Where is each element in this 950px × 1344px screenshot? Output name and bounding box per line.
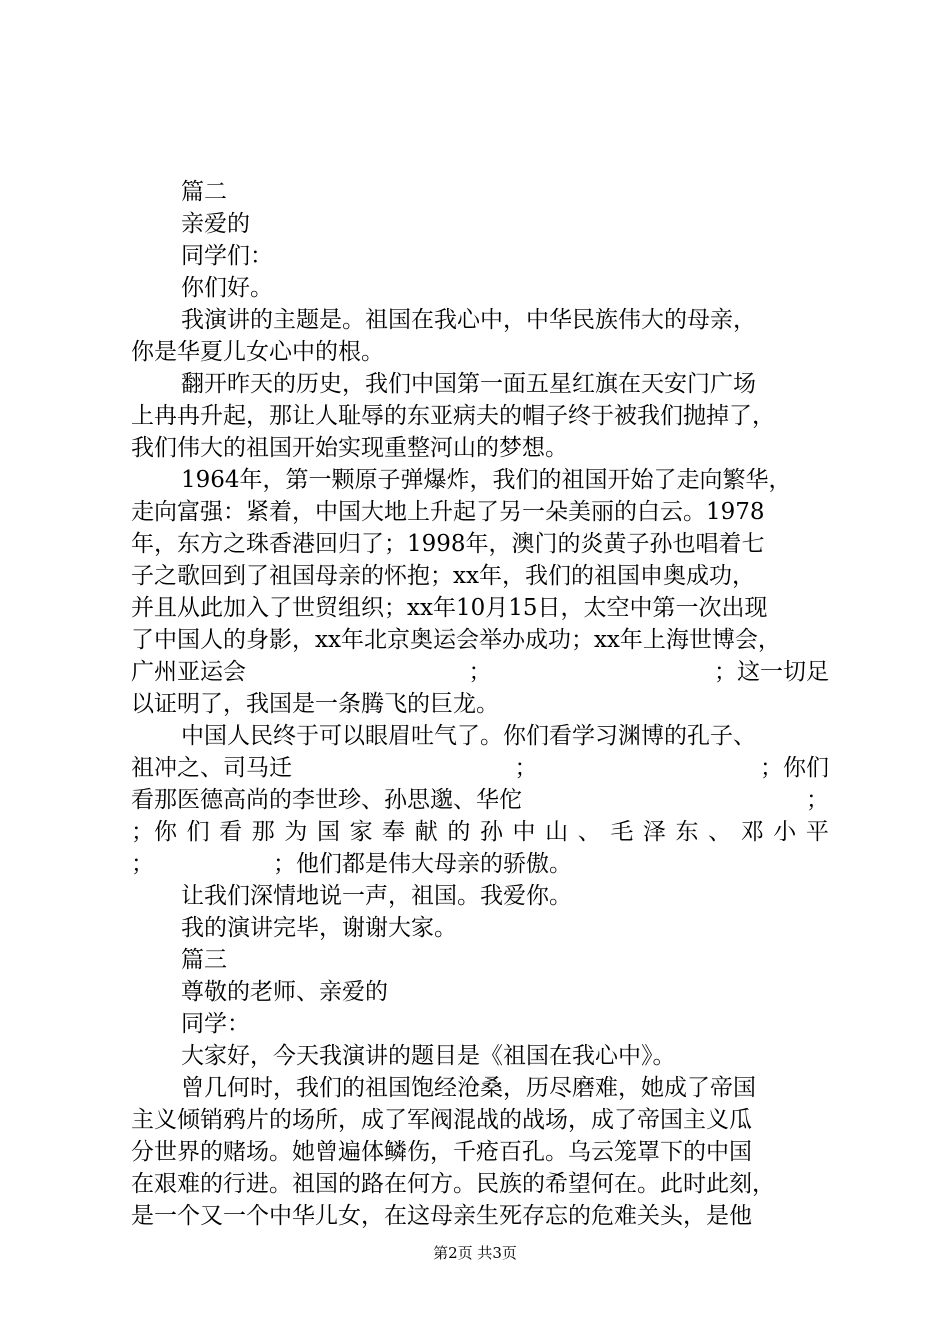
paragraph-line: 了中国人的身影，xx年北京奥运会举办成功；xx年上海世博会，: [131, 627, 781, 653]
paragraph-line: [131, 657, 829, 687]
paragraph-line: 翻开昨天的历史，我们中国第一面五星红旗在天安门广场: [181, 371, 756, 397]
text-segment: ；: [806, 787, 829, 813]
text-segment: 毛: [610, 819, 634, 845]
text-segment: 东: [675, 819, 699, 845]
paragraph-line: 以证明了，我国是一条腾飞的巨龙。: [131, 691, 499, 717]
text-segment: 小: [773, 819, 797, 845]
paragraph-line: 我演讲的主题是。祖国在我心中，中华民族伟大的母亲，: [181, 307, 756, 333]
paragraph-line: 我的演讲完毕，谢谢大家。: [181, 915, 457, 941]
paragraph-line: 1964年，第一颗原子弹爆炸，我们的祖国开始了走向繁华，: [181, 467, 792, 493]
text-segment: 献: [414, 819, 438, 845]
paragraph-line: 年，东方之珠香港回归了；1998年，澳门的炎黄子孙也唱着七: [131, 531, 765, 557]
text-segment: 、: [577, 819, 601, 845]
paragraph-line: [131, 849, 691, 879]
paragraph-line: 在艰难的行进。祖国的路在何方。民族的希望何在。此时此刻，: [131, 1171, 775, 1197]
text-segment: 看: [219, 819, 243, 845]
section-heading: 篇三: [181, 947, 227, 973]
text-segment: 为: [284, 819, 308, 845]
text-segment: 的: [447, 819, 471, 845]
text-segment: 祖冲之、司马迁: [131, 755, 292, 781]
paragraph-line: [131, 785, 829, 815]
text-segment: 山: [545, 819, 569, 845]
text-segment: ；他们都是伟大母亲的骄傲。: [273, 851, 572, 877]
text-segment: ；: [468, 659, 492, 685]
text-segment: ；这一切足: [714, 659, 829, 685]
text-segment: 国: [316, 819, 340, 845]
paragraph-line: 主义倾销鸦片的场所，成了军阀混战的战场，成了帝国主义瓜: [131, 1107, 752, 1133]
text-segment: 、: [708, 819, 732, 845]
paragraph-line: 子之歌回到了祖国母亲的怀抱；xx年，我们的祖国申奥成功，: [131, 563, 755, 589]
paragraph-line: 曾几何时，我们的祖国饱经沧桑，历尽磨难，她成了帝国: [181, 1075, 756, 1101]
salutation-line: 尊敬的老师、亲爱的: [181, 979, 388, 1005]
text-segment: 奉: [382, 819, 406, 845]
text-segment: 那: [251, 819, 275, 845]
paragraph-line: 走向富强：紧着，中国大地上升起了另一朵美丽的白云。1978: [131, 499, 765, 525]
paragraph-line: 中国人民终于可以眼眉吐气了。你们看学习渊博的孔子、: [181, 723, 756, 749]
salutation-line: 亲爱的: [181, 211, 250, 237]
section-heading: 篇二: [181, 179, 227, 205]
text-segment: 泽: [642, 819, 666, 845]
paragraph-line: 我们伟大的祖国开始实现重整河山的梦想。: [131, 435, 568, 461]
paragraph-line: 是一个又一个中华儿女，在这母亲生死存忘的危难关头，是他: [131, 1203, 752, 1229]
text-segment: 平: [805, 819, 829, 845]
paragraph-line: 并且从此加入了世贸组织；xx年10月15日，太空中第一次出现: [131, 595, 768, 621]
salutation-line: 同学们：: [181, 243, 273, 269]
text-segment: 邓: [740, 819, 764, 845]
page-footer: 第2页 共3页: [433, 1244, 517, 1262]
greeting-line: 你们好。: [181, 275, 273, 301]
greeting-line: 大家好，今天我演讲的题目是《祖国在我心中》。: [181, 1043, 676, 1069]
paragraph-line: [131, 753, 829, 783]
text-segment: 看那医德高尚的李世珍、孙思邈、华佗: [131, 787, 522, 813]
paragraph-line: [131, 817, 829, 847]
text-segment: 家: [349, 819, 373, 845]
text-segment: 广州亚运会: [131, 659, 246, 685]
paragraph-line: 分世界的赌场。她曾遍体鳞伤，千疮百孔。乌云笼罩下的中国: [131, 1139, 752, 1165]
text-segment: ；: [514, 755, 538, 781]
text-segment: 中: [512, 819, 536, 845]
text-segment: ；你: [131, 819, 177, 845]
text-segment: 们: [186, 819, 210, 845]
paragraph-line: 上冉冉升起，那让人耻辱的东亚病夫的帽子终于被我们抛掉了，: [131, 403, 775, 429]
text-segment: 孙: [479, 819, 503, 845]
paragraph-line: 让我们深情地说一声，祖国。我爱你。: [181, 883, 572, 909]
text-segment: ；你们: [760, 755, 829, 781]
text-segment: ；: [131, 851, 154, 877]
paragraph-line: 你是华夏儿女心中的根。: [131, 339, 384, 365]
salutation-line: 同学：: [181, 1011, 250, 1037]
